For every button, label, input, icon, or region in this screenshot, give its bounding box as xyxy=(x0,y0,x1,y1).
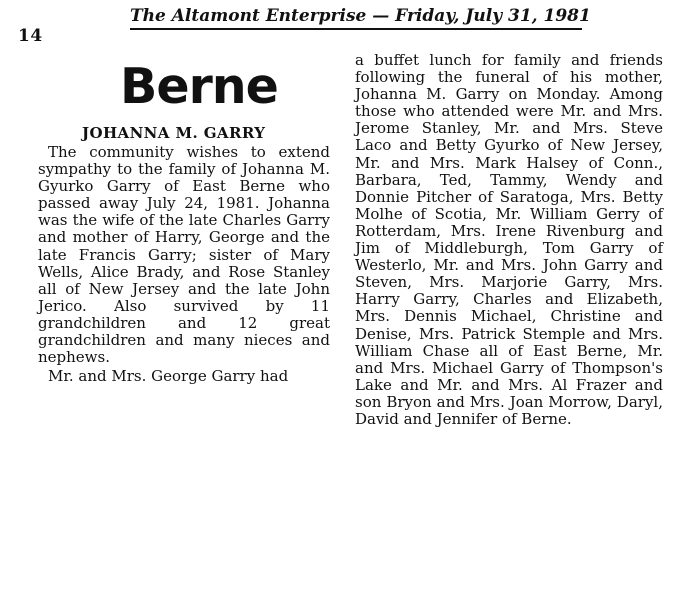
obituary-paragraph-2-continued: a buffet lunch for family and friends following the funeral of his mother, Johanna M. Garry on Monday. Among those who attended were Mr. and Mrs. Jerome Stanley, Mr. and Mrs. Steve Laco and Betty Gyurko of New Jersey, Mr. and Mrs. Mark Halsey of Conn., Barbara, Ted, Tammy, Wendy and Donnie Pitcher of Saratoga, Mrs. Betty Molhe of Scotia, Mr. William Gerry of Rotterdam, Mrs. Irene Rivenburg and Jim of Middleburgh, Tom Garry of Westerlo, Mr. and Mrs. John Garry and Steven, Mrs. Marjorie Garry, Mrs. Harry Garry, Charles and Elizabeth, Mrs. Dennis Michael, Christine and Denise, Mrs. Patrick Stemple and Mrs. William Chase all of East Berne, Mr. and Mrs. Michael Garry of Thompson's Lake and Mr. and Mrs. Al Frazer and son Bryon and Mrs. Joan Morrow, Daryl, David and Jennifer of Berne. xyxy=(355,51,663,428)
section-heading: Berne xyxy=(120,58,278,115)
obituary-name: JOHANNA M. GARRY xyxy=(82,124,266,142)
obituary-paragraph-1: The community wishes to extend sympathy to the family of Johanna M. Gyurko Garry of East Berne who passed away July 24, 1981. Johanna was the wife of the late Charles Garry and mother of Harry, George and the late Francis Garry; sister of Mary Wells, Alice Brady, and Rose Stanley all of New Jersey and the late John Jerico. Also survived by 11 grandchildren and 12 great grandchildren and many nieces and nephews. xyxy=(38,143,330,367)
newspaper-masthead: The Altamont Enterprise — Friday, July 31, 1981 xyxy=(130,6,591,26)
left-column xyxy=(38,124,330,385)
masthead-rule xyxy=(130,28,582,30)
page-number: 14 xyxy=(18,26,43,46)
right-column xyxy=(355,52,663,428)
obituary-paragraph-2-start: Mr. and Mrs. George Garry had xyxy=(48,367,289,386)
